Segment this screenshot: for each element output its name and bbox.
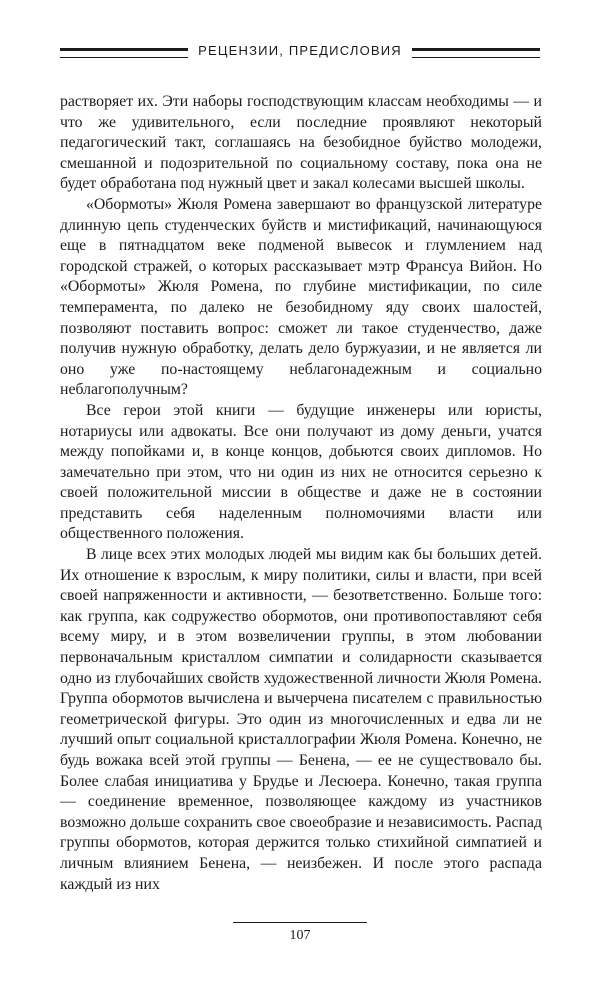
paragraph-3: Все герои этой книги — будущие инженеры или юристы, нотариусы или адвокаты. Все они получают из дому деньги, учатся между попойками и, в конце концов, добьются своих дипломов. Но замечательно при этом, что ни один из них не относится серьезно к своей положительной миссии в обществе и даже не в состоянии представить себя наделенным полномочиями власти или общественного положения. bbox=[60, 401, 542, 543]
paragraph-2: «Обормоты» Жюля Ромена завершают во французской литературе длинную цепь студенческих буйств и мистификаций, начинающуюся еще в пятнадцатом веке подменой вывесок и глумлением над городской стражей, о которых рассказывает мэтр Франсуа Вийон. Но «Обормоты» Жюля Ромена, по глубине мистификации, по силе темперамента, по далеко не безобидному яду своих шалостей, позволяют поставить вопрос: сможет ли такое студенчество, даже получив нужную обработку, делать дело буржуазии, и не является ли оно уже по-настоящему неблагонадежным и социально неблагополучным? bbox=[60, 195, 542, 399]
running-header bbox=[60, 42, 540, 72]
page-number: 107 bbox=[289, 928, 311, 943]
header-title bbox=[60, 42, 540, 60]
body-text bbox=[60, 92, 542, 895]
paragraph-1: растворяет их. Эти наборы господствующим классам необходимы — и что же удивительного, если последние проявляют некоторый педагогический такт, соглашаясь на безобидное буйство молодежи, смешанной и подозрительной по социальному составу, пока она не будет обработана под нужный цвет и закал колесами высшей школы. bbox=[60, 93, 542, 193]
header-title-text: РЕЦЕНЗИИ, ПРЕДИСЛОВИЯ bbox=[188, 43, 412, 58]
footer-rule bbox=[233, 922, 367, 923]
paragraph-4: В лице всех этих молодых людей мы видим как бы больших детей. Их отношение к взрослым, к миру политики, силы и власти, при всей своей напряженности и активности, — безответственно. Больше того: как группа, как содружество обормотов, они противопоставляют себя всему миру, и в этом возвеличении группы, в этом любовании первоначальным кристаллом симпатии и солидарности сказывается одно из глубочайших свойств художественной личности Жюля Ромена. Группа обормотов вычислена и вычерчена писателем с правильностью геометрической фигуры. Это один из многочисленных и едва ли не лучший опыт социальной кристаллографии Жюля Ромена. Конечно, не будь вожака всей этой группы — Бенена, — ее не существовало бы. Более слабая инициатива у Брудье и Лесюера. Конечно, такая группа — соединение временное, позволяющее каждому из участников возможно дольше сохранить свое своеобразие и независимость. Распад группы обормотов, которая держится только стихийной симпатией и личным влиянием Бенена, — неизбежен. И после этого распада каждый из них bbox=[60, 546, 542, 893]
